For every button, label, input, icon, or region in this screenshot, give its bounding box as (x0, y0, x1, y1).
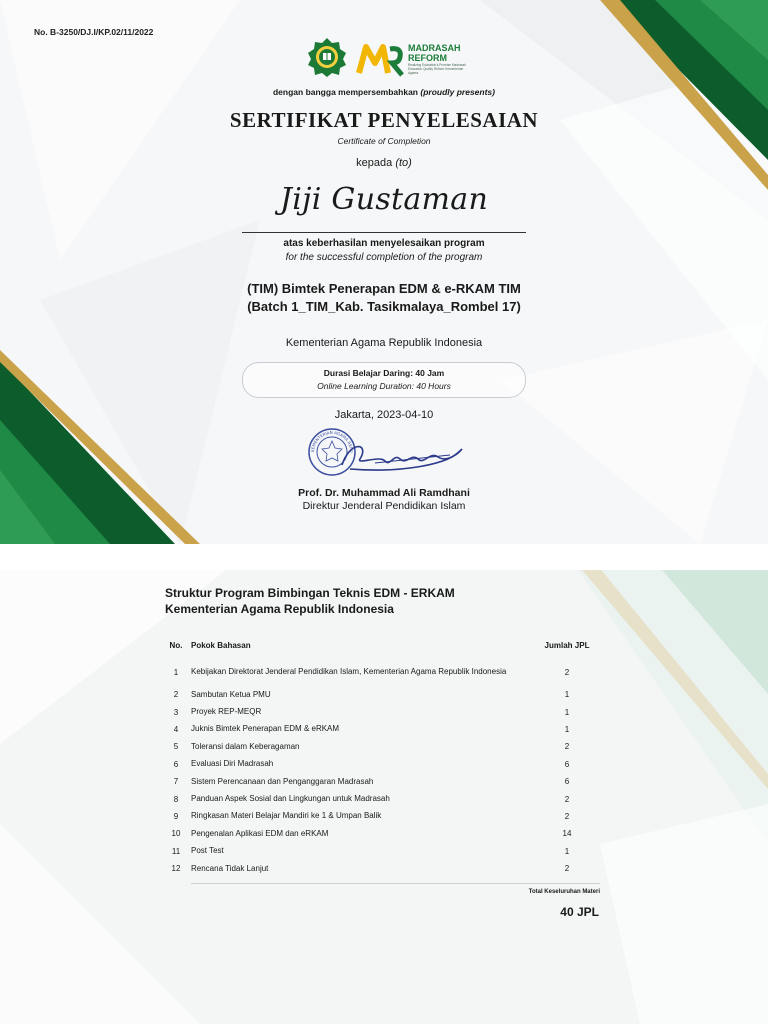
signer-name: Prof. Dr. Muhammad Ali Ramdhani (298, 487, 470, 499)
row-no: 1 (173, 667, 179, 677)
row-topic: Kebijakan Direktorat Jenderal Pendidikan Islam, Kementerian Agama Republik Indonesia (191, 667, 507, 676)
row-topic: Sambutan Ketua PMU (191, 689, 271, 699)
presents-line (0, 87, 768, 97)
duration-text: Durasi Belajar Daring: 40 Jam (323, 368, 445, 378)
row-topic: Evaluasi Diri Madrasah (191, 759, 274, 769)
row-jpl: 14 (562, 829, 572, 839)
signature-icon (330, 435, 470, 475)
table-row (166, 703, 602, 720)
program-name-line2: (Batch 1_TIM_Kab. Tasikmalaya_Rombel 17) (247, 299, 521, 314)
header-topic: Pokok Bahasan (191, 640, 251, 650)
mr-logo-line2: REFORM (408, 53, 447, 63)
table-row (166, 756, 602, 773)
mr-logo-line1: MADRASAH (408, 43, 461, 53)
row-no: 9 (173, 811, 179, 821)
row-jpl: 1 (564, 846, 570, 856)
table-row (166, 790, 602, 807)
row-jpl: 1 (564, 690, 570, 700)
row-no: 5 (173, 742, 179, 752)
row-jpl: 2 (564, 811, 570, 821)
row-jpl: 6 (564, 759, 570, 769)
page-gap (0, 544, 768, 570)
kemenag-logo (306, 37, 348, 77)
mr-logo-tagline: Realizing Education's Promise Madrasah Education Quality Reform Kementerian Agama (408, 63, 467, 75)
total-divider (191, 883, 600, 884)
madrasah-reform-logo (356, 39, 466, 79)
row-no: 6 (173, 759, 179, 769)
program-structure-table (166, 640, 602, 877)
row-no: 3 (173, 707, 179, 717)
row-topic: Panduan Aspek Sosial dan Lingkungan untuk Madrasah (191, 794, 390, 804)
row-jpl: 2 (564, 667, 570, 677)
table-row (166, 773, 602, 790)
table-row (166, 860, 602, 877)
row-no: 8 (173, 794, 179, 804)
row-topic: Juknis Bimtek Penerapan EDM & eRKAM (191, 724, 340, 734)
recipient-name: Jiji Gustaman (279, 182, 489, 217)
row-jpl: 1 (564, 707, 570, 717)
presents-text-en: (proudly presents) (420, 87, 495, 97)
total-label: Total Keseluruhan Materi (528, 889, 600, 895)
row-no: 4 (173, 724, 179, 734)
table-row (166, 686, 602, 703)
row-topic: Ringkasan Materi Belajar Mandiri ke 1 & Umpan Balik (191, 811, 382, 821)
table-row (166, 658, 602, 686)
header-no: No. (169, 640, 183, 650)
signer-title: Direktur Jenderal Pendidikan Islam (302, 500, 466, 512)
row-jpl: 1 (564, 724, 570, 734)
row-jpl: 2 (564, 742, 570, 752)
structure-title-line2: Kementerian Agama Republik Indonesia (165, 602, 394, 616)
certificate-title: SERTIFIKAT PENYELESAIAN (229, 108, 539, 132)
row-jpl: 2 (564, 794, 570, 804)
row-topic: Post Test (191, 846, 224, 856)
row-no: 12 (171, 864, 181, 874)
header-jpl: Jumlah JPL (544, 640, 590, 650)
row-topic: Pengenalan Aplikasi EDM dan eRKAM (191, 828, 329, 838)
mr-mark-icon (356, 39, 406, 79)
table-header-row (166, 640, 602, 658)
row-no: 2 (173, 690, 179, 700)
duration-text-en: Online Learning Duration: 40 Hours (317, 381, 451, 391)
row-topic: Rencana Tidak Lanjut (191, 863, 269, 873)
to-text: kepada (356, 157, 393, 169)
certificate-title-en: Certificate of Completion (337, 136, 431, 146)
total-value: 40 JPL (560, 905, 599, 919)
table-row (166, 825, 602, 842)
to-text-en: (to) (395, 157, 412, 169)
organization-name: Kementerian Agama Republik Indonesia (285, 337, 483, 349)
row-jpl: 6 (564, 777, 570, 787)
row-topic: Proyek REP-MEQR (191, 707, 262, 717)
row-no: 10 (171, 829, 181, 839)
recipient-underline (242, 232, 526, 233)
row-topic: Sistem Perencanaan dan Penganggaran Madrasah (191, 776, 374, 786)
presents-text: dengan bangga mempersembahkan (272, 87, 418, 97)
row-topic: Toleransi dalam Keberagaman (191, 741, 300, 751)
table-row (166, 808, 602, 825)
certificate-number: No. B-3250/DJ.I/KP.02/11/2022 (34, 27, 154, 37)
place-date: Jakarta, 2023-04-10 (334, 409, 434, 421)
structure-title-line1: Struktur Program Bimbingan Teknis EDM - ERKAM (165, 586, 455, 600)
row-no: 7 (173, 777, 179, 787)
achievement-text: atas keberhasilan menyelesaikan program (283, 238, 485, 249)
to-line (0, 157, 768, 169)
achievement-text-en: for the successful completion of the program (285, 252, 483, 263)
row-no: 11 (171, 846, 181, 856)
row-jpl: 2 (564, 864, 570, 874)
table-row (166, 738, 602, 755)
table-row (166, 721, 602, 738)
program-name-line1: (TIM) Bimtek Penerapan EDM & e-RKAM TIM (247, 281, 521, 296)
table-row (166, 843, 602, 860)
seal-text: KEMENTERIAN AGAMA REPU (309, 429, 355, 453)
